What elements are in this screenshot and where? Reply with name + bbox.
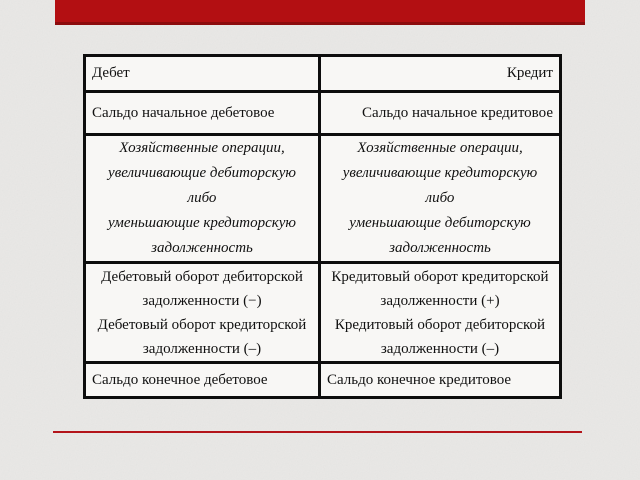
opening-credit-cell bbox=[320, 92, 561, 135]
operations-credit-line: увеличивающие кредиторскую либо bbox=[342, 165, 538, 206]
turnover-debit-cell bbox=[85, 263, 320, 363]
operations-credit-line: Хозяйственные операции, bbox=[357, 140, 523, 156]
turnover-credit-item: Кредитовый оборот дебиторской задолженности (–) bbox=[334, 316, 546, 357]
opening-balance-row bbox=[85, 92, 561, 135]
top-accent-bar bbox=[55, 0, 585, 25]
opening-debit-label: Сальдо начальное дебетовое bbox=[92, 104, 275, 121]
debit-header-cell bbox=[85, 56, 320, 92]
operations-credit-cell bbox=[320, 135, 561, 263]
turnover-debit-item: Дебетовый оборот кредиторской задолженности (–) bbox=[97, 316, 307, 357]
operations-row bbox=[85, 135, 561, 263]
opening-credit-label: Сальдо начальное кредитовое bbox=[362, 104, 553, 121]
closing-debit-label: Сальдо конечное дебетовое bbox=[92, 371, 268, 388]
closing-credit-label: Сальдо конечное кредитовое bbox=[327, 371, 512, 388]
credit-header-cell bbox=[320, 56, 561, 92]
operations-debit-line: уменьшающие кредиторскую bbox=[107, 215, 297, 231]
turnover-credit-cell bbox=[320, 263, 561, 363]
operations-debit-line: задолженность bbox=[151, 240, 253, 256]
closing-debit-cell bbox=[85, 363, 320, 398]
operations-credit-line: задолженность bbox=[389, 240, 491, 256]
debit-header-label: Дебет bbox=[92, 65, 130, 81]
opening-debit-cell bbox=[85, 92, 320, 135]
closing-credit-cell bbox=[320, 363, 561, 398]
operations-debit-line: увеличивающие дебиторскую либо bbox=[108, 165, 296, 206]
turnover-credit-item: Кредитовый оборот кредиторской задолженности (+) bbox=[331, 268, 549, 309]
operations-credit-line: уменьшающие дебиторскую bbox=[349, 215, 531, 231]
turnover-debit-item: Дебетовый оборот дебиторской задолженности (−) bbox=[101, 268, 303, 309]
turnover-row bbox=[85, 263, 561, 363]
bottom-divider-line bbox=[53, 431, 582, 433]
table-header-row bbox=[85, 56, 561, 92]
operations-debit-line: Хозяйственные операции, bbox=[119, 140, 285, 156]
closing-balance-row bbox=[85, 363, 561, 398]
credit-header-label: Кредит bbox=[506, 65, 553, 81]
operations-debit-cell bbox=[85, 135, 320, 263]
accounting-table bbox=[83, 54, 562, 399]
